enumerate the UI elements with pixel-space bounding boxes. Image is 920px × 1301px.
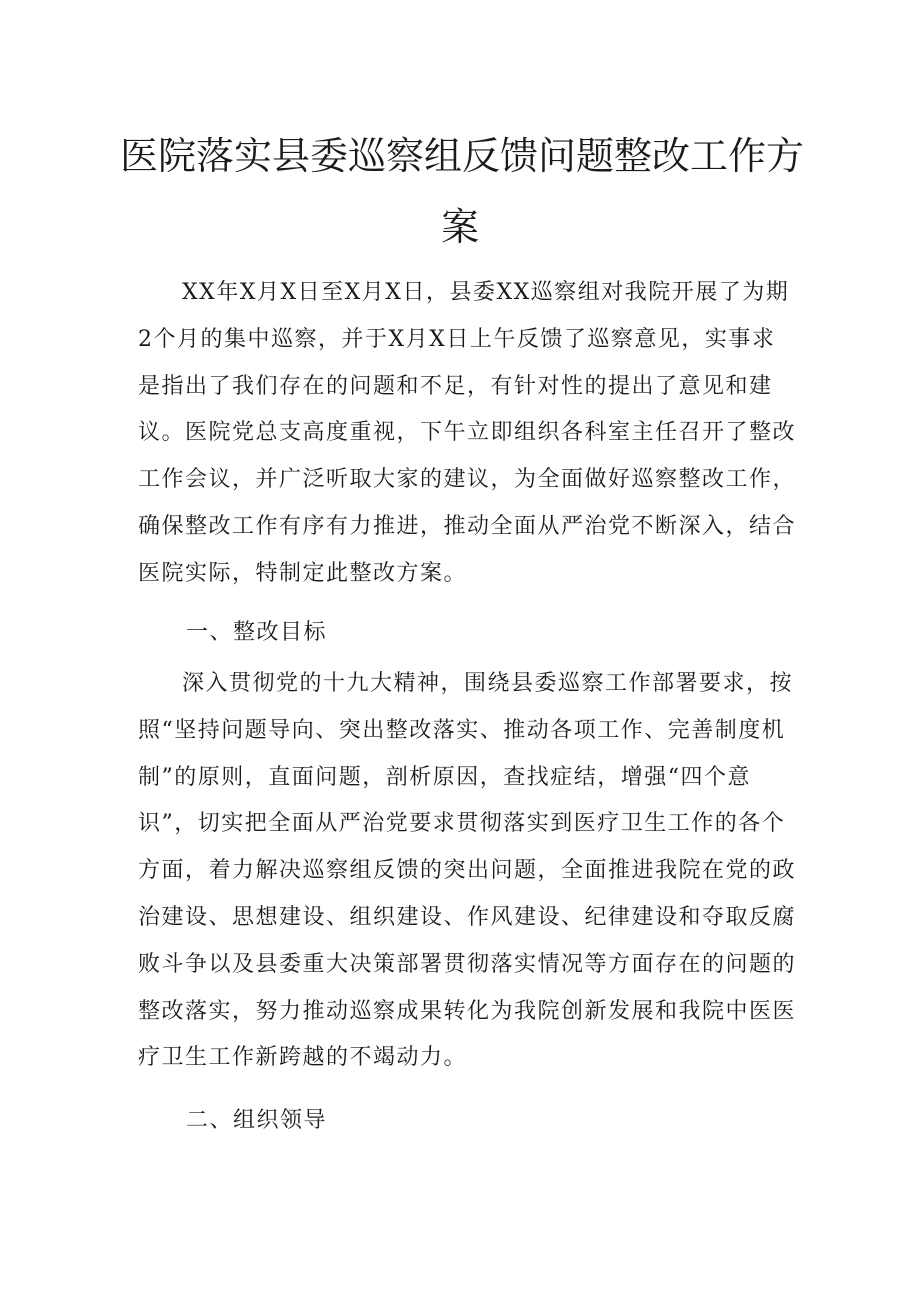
goals-paragraph: 深入贯彻党的十九大精神，围绕县委巡察工作部署要求，按照“坚持问题导向、突出整改落实、推动各项工作、完善制度机制”的原则，直面问题，剖析原因，查找症结，增强“四个意识”，切实把全面从严治党要求贯彻落实到医疗卫生工作的各个方面，着力解决巡察组反馈的突出问题，全面推进我院在党的政治建设、思想建设、组织建设、作风建设、纪律建设和夺取反腐败斗争以及县委重大决策部署贯彻落实情况等方面存在的问题的整改落实，努力推动巡察成果转化为我院创新发展和我院中医医疗卫生工作新跨越的不竭动力。 bbox=[138, 671, 797, 1071]
intro-paragraph: XX年X月X日至X月X日，县委XX巡察组对我院开展了为期2个月的集中巡察，并于X月X日上午反馈了巡察意见，实事求是指出了我们存在的问题和不足，有针对性的提出了意见和建议。医院党总支高度重视，下午立即组织各科室主任召开了整改工作会议，并广泛听取大家的建议，为全面做好巡察整改工作，确保整改工作有序有力推进，推动全面从严治党不断深入，结合医院实际，特制定此整改方案。 bbox=[138, 280, 797, 586]
document-title-line-1: 医院落实县委巡察组反馈问题整改工作方 bbox=[120, 134, 805, 178]
section-heading-goals: 一、整改目标 bbox=[186, 620, 328, 645]
section-heading-leadership: 二、组织领导 bbox=[186, 1108, 328, 1133]
document-title-line-2: 案 bbox=[440, 205, 479, 249]
